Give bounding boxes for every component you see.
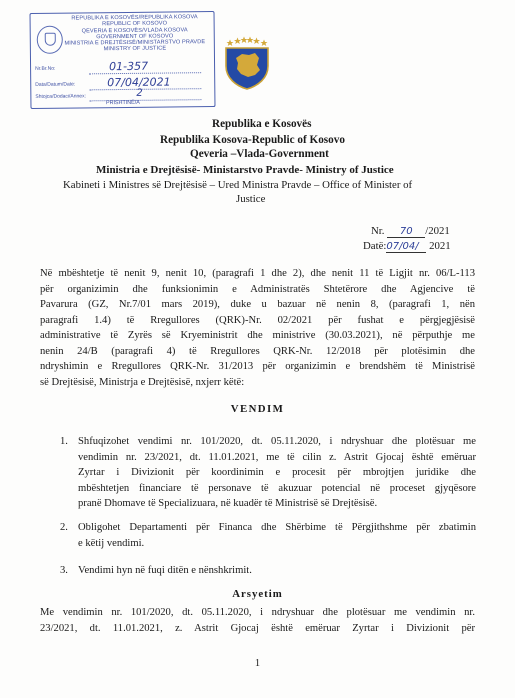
preamble-line: për organizimin dhe funksionimin e Administratës Shtetërore dhe Agjencive të: [40, 283, 475, 295]
decision-item-line: pranë Dhomave të Specializuara, në kuadër të Ministrisë së Drejtësisë.: [78, 498, 378, 509]
reasoning-line: Me vendimin nr. 101/2020, dt. 05.11.2020, i ndryshuar dhe plotësuar me vendimin nr.: [40, 607, 475, 618]
stamp-header-line: MINISTRIA E DREJTËSISË/MINISTARSTVO PRAVDE: [64, 39, 206, 47]
stamp-header-line: MINISTRY OF JUSTICE: [103, 46, 167, 53]
stamp-nr-value: 01-357: [109, 59, 149, 74]
preamble-line: administrative të Zyrës së Kryeministrit dhe ministrive (30.03.2021), në përputhje me: [40, 330, 475, 341]
stamp-annex-label: Shtojca/Dodaci/Annex:: [35, 93, 87, 100]
preamble-paragraph: [40, 266, 475, 390]
decision-item-line: Zyrtar i Divizionit për koordinimin e procesit për mbrojtjen juridike dhe: [78, 467, 476, 478]
reasoning-title: Arsyetim: [232, 588, 283, 600]
stamp-header-line: REPUBLIKA E KOSOVËS/REPUBLIKA KOSOVA: [71, 14, 198, 22]
reference-number-year: /2021: [425, 225, 450, 237]
reasoning-paragraph: [40, 605, 475, 636]
stamp-nr-label: Nr.Br.No:: [35, 65, 56, 72]
stamp-date-value: 07/04/2021: [107, 75, 171, 90]
preamble-line: paragrafi 1.4) të Rregullores (QRK)-Nr. 02/2021 për fushat e përgjegjësisë: [40, 314, 475, 326]
stamp-city: PRISHTINË/A: [105, 99, 140, 107]
preamble-line: së Drejtësisë, Ministrja e Drejtësisë, nxjerr këtë:: [40, 376, 245, 388]
header-line-4: Ministria e Drejtësisë- Ministarstvo Pravde- Ministry of Justice: [96, 164, 394, 176]
stamp-header-line: REPUBLIC OF KOSOVO: [102, 20, 168, 28]
stamp-date-label: Data/Datum/Date:: [35, 81, 76, 88]
reference-date-label: Datë:: [363, 240, 387, 252]
decision-item-number: 2.: [60, 522, 68, 533]
stamp-header: [59, 14, 211, 53]
decision-item-line: mbështetjen financiare të personave të akuzuar potencial në proceset gjyqësore: [78, 482, 476, 494]
reference-date-year: 2021: [429, 240, 451, 252]
reference-number-label: Nr.: [371, 225, 385, 237]
preamble-line: ndryshimin e Rregullores QRK-Nr. 31/2013 për organizimin e brendshëm të Ministrisë: [40, 361, 475, 372]
decision-item-line: e këtij vendimi.: [78, 537, 145, 549]
reference-date: [363, 240, 451, 253]
stamp-header-line: GOVERNMENT OF KOSOVO: [96, 33, 174, 41]
reasoning-line: 23/2021, dt. 11.01.2021, z. Astrit Gjocaj është emëruar Zyrtar i Divizionit për: [40, 622, 475, 634]
decision-title: VENDIM: [230, 403, 285, 415]
kosovo-coat-of-arms-icon: [222, 36, 272, 90]
stamp-header-line: QEVERIA E KOSOVËS/VLADA KOSOVA: [81, 26, 188, 35]
header-line-1: Republika e Kosovës: [212, 118, 312, 130]
header-line-5b: Justice: [236, 193, 266, 205]
header-line-2: Republika Kosova-Republic of Kosovo: [160, 134, 345, 146]
decision-item-number: 3.: [60, 565, 68, 576]
preamble-line: Në mbështetje të nenit 9, nenit 10, (paragrafi 1 dhe 2), dhe nenit 11 të Ligjit nr. 06/L-113: [40, 268, 475, 279]
header-line-5a: Kabineti i Ministres së Drejtësisë – Ured Ministra Pravde – Office of Minister of: [63, 179, 413, 191]
decision-item-number: 1.: [60, 436, 68, 447]
decision-item-line: vendimin nr. 23/2021, dt. 11.01.2021, me të cilin z. Astrit Gjocaj është emëruar: [78, 451, 476, 463]
preamble-line: nenin 24/B (paragrafi 4) të Rregullores QRK-Nr. 12/2018 për plotësimin dhe: [40, 345, 475, 357]
decision-item-line: Vendimi hyn në fuqi ditën e nënshkrimit.: [78, 565, 252, 576]
registry-stamp: [30, 11, 216, 109]
stamp-annex-value: 2: [136, 87, 143, 99]
reference-number-value: 70: [399, 226, 413, 237]
reference-date-value: 07/04/: [386, 241, 419, 252]
preamble-line: Pavarura (GZ, Nr.7/01 mars 2019), duke u bazuar në nenin 8, (paragrafi 1, nën: [40, 299, 475, 310]
page-number: 1: [254, 658, 261, 669]
decision-item-line: Obligohet Departamenti për Financa dhe Shërbime të Përgjithshme për zbatimin: [78, 522, 476, 533]
reference-number: [371, 225, 450, 238]
decision-item-line: Shfuqizohet vendimi nr. 101/2020, dt. 05.11.2020, i ndryshuar dhe plotësuar me: [78, 436, 476, 447]
header-line-3: Qeveria –Vlada-Government: [190, 148, 329, 160]
